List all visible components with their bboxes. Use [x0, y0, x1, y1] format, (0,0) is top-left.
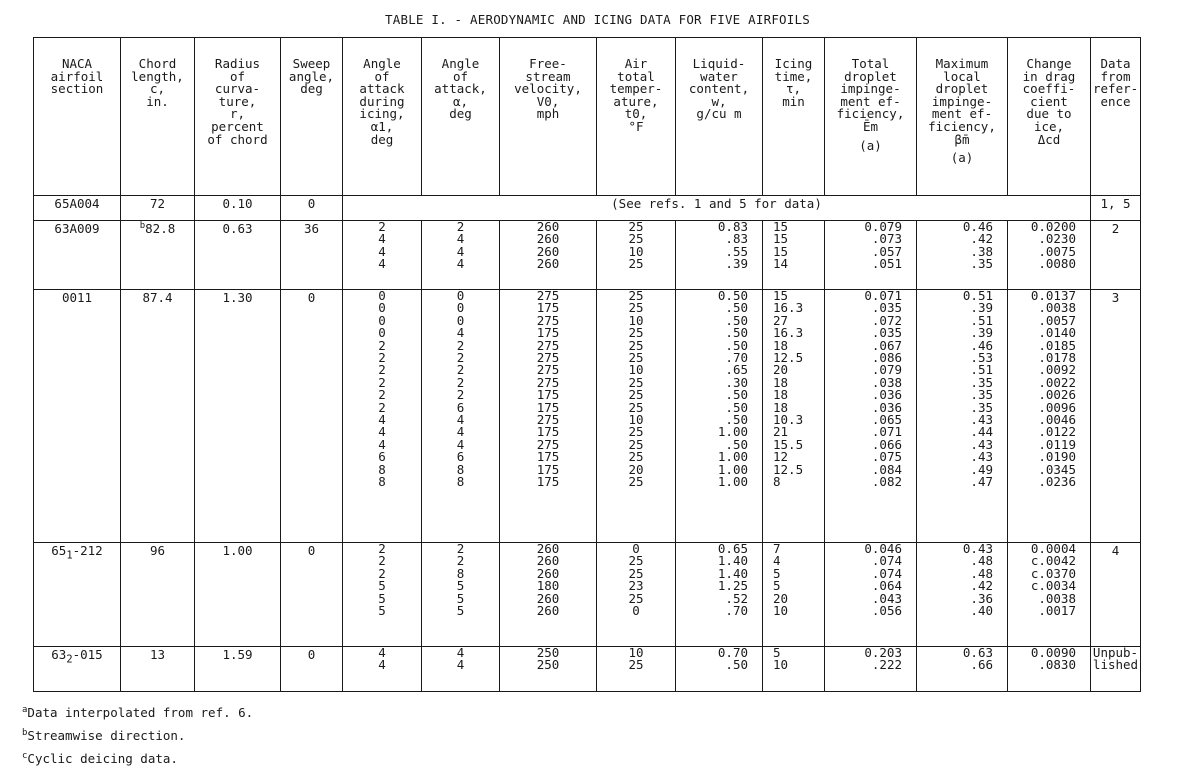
- section-sub: 1: [66, 549, 73, 562]
- footnotes: [22, 700, 253, 769]
- cell-chord: 96: [121, 543, 195, 647]
- cell-ref: 4: [1091, 543, 1141, 647]
- cell-drag: 0.0004 c.0042 c.0370 c.0034 .0038 .0017: [1008, 543, 1091, 647]
- table-row: [34, 543, 1141, 647]
- cell-sweep: 36: [281, 221, 343, 290]
- cell-drag: 0.0200 .0230 .0075 .0080: [1008, 221, 1091, 290]
- cell-max-eff: 0.46 .42 .38 .35: [917, 221, 1008, 290]
- cell-section: [34, 543, 121, 647]
- footnote: [22, 700, 253, 723]
- section-rest: -212: [72, 543, 103, 558]
- cell-drag: 0.0137 .0038 .0057 .0140 .0185 .0178 .0092 .0022 .0026 .0096 .0046 .0122 .0119 .0190 .0345 .0236: [1008, 290, 1091, 543]
- header-label: Total droplet impinge- ment ef- ficiency, Ēm: [836, 56, 905, 134]
- cell-max-eff: 0.51 .39 .51 .39 .46 .53 .51 .35 .35 .35 .43 .44 .43 .43 .49 .47: [917, 290, 1008, 543]
- section-sub: 2: [66, 653, 73, 666]
- header-label: Icing time, τ, min: [774, 56, 813, 109]
- cell-alpha: 4 4: [422, 647, 500, 692]
- header-label: Maximum local droplet impinge- ment ef- ficiency, β̄m: [928, 56, 996, 147]
- cell-temp: 25 25 10 25 25 25 10 25 25 25 10 25 25 25 20 25: [597, 290, 676, 543]
- table-row: [34, 290, 1141, 543]
- header-cell: [597, 38, 676, 196]
- cell-radius: 0.63: [195, 221, 281, 290]
- cell-alpha: 0 0 0 4 2 2 2 2 2 6 4 4 4 6 8 8: [422, 290, 500, 543]
- footnote-text: Cyclic deicing data.: [27, 751, 178, 767]
- cell-lwc: 0.50 .50 .50 .50 .50 .70 .65 .30 .50 .50 .50 1.00 .50 1.00 1.00 1.00: [676, 290, 763, 543]
- cell-velocity: 275 175 275 175 275 275 275 275 175 175 275 175 275 175 175 175: [500, 290, 597, 543]
- cell-max-eff: 0.63 .66: [917, 647, 1008, 692]
- cell-sweep: 0: [281, 543, 343, 647]
- cell-alpha1: 2 4 4 4: [343, 221, 422, 290]
- section-rest: -015: [72, 647, 103, 662]
- cell-time: 15 16.3 27 16.3 18 12.5 20 18 18 18 10.3 21 15.5 12 12.5 8: [763, 290, 825, 543]
- cell-max-eff: 0.43 .48 .48 .42 .36 .40: [917, 543, 1008, 647]
- table-row: [34, 196, 1141, 221]
- cell-velocity: 260 260 260 260: [500, 221, 597, 290]
- cell-chord: 13: [121, 647, 195, 692]
- cell-time: 7 4 5 5 20 10: [763, 543, 825, 647]
- cell-radius: 1.00: [195, 543, 281, 647]
- footnote: [22, 746, 253, 769]
- header-label: Angle of attack, α, deg: [434, 56, 487, 122]
- header-cell: [763, 38, 825, 196]
- cell-chord-value: 82.8: [145, 221, 176, 237]
- header-note: (a): [859, 137, 882, 153]
- cell-section: [34, 647, 121, 692]
- cell-temp: 0 25 25 23 25 0: [597, 543, 676, 647]
- header-cell: [825, 38, 917, 196]
- cell-section: 0011: [34, 290, 121, 543]
- section-base: 65: [51, 543, 67, 558]
- cell-radius: 1.30: [195, 290, 281, 543]
- header-cell: [676, 38, 763, 196]
- cell-sweep: 0: [281, 196, 343, 221]
- header-label: Sweep angle, deg: [288, 56, 335, 97]
- footnote-text: Data interpolated from ref. 6.: [27, 705, 254, 721]
- cell-merged-note: (See refs. 1 and 5 for data): [343, 196, 1091, 221]
- header-cell: [195, 38, 281, 196]
- footnote-mark: a: [22, 705, 28, 715]
- header-label: Radius of curva- ture, r, percent of chord: [207, 56, 268, 147]
- cell-total-eff: 0.203 .222: [825, 647, 917, 692]
- header-label: Data from refer- ence: [1093, 56, 1139, 109]
- cell-alpha: 2 2 8 5 5 5: [422, 543, 500, 647]
- cell-ref: 2: [1091, 221, 1141, 290]
- cell-drag: 0.0090 .0830: [1008, 647, 1091, 692]
- cell-alpha1: 4 4: [343, 647, 422, 692]
- cell-lwc: 0.70 .50: [676, 647, 763, 692]
- cell-temp: 10 25: [597, 647, 676, 692]
- cell-alpha1: 2 2 2 5 5 5: [343, 543, 422, 647]
- table-title: TABLE I. - AERODYNAMIC AND ICING DATA FOR FIVE AIRFOILS: [385, 12, 810, 27]
- cell-total-eff: 0.071 .035 .072 .035 .067 .086 .079 .038 .036 .036 .065 .071 .066 .075 .084 .082: [825, 290, 917, 543]
- cell-alpha1: 0 0 0 0 2 2 2 2 2 2 4 4 4 6 8 8: [343, 290, 422, 543]
- cell-lwc: 0.65 1.40 1.40 1.25 .52 .70: [676, 543, 763, 647]
- header-label: Air total temper- ature, t0, °F: [609, 56, 663, 134]
- cell-time: 5 10: [763, 647, 825, 692]
- table-row: [34, 647, 1141, 692]
- header-cell: [343, 38, 422, 196]
- footnote-mark: c: [22, 751, 28, 762]
- footnote-mark: b: [22, 728, 28, 739]
- header-label: NACA airfoil section: [50, 56, 104, 97]
- cell-section: 65A004: [34, 196, 121, 221]
- cell-ref: 3: [1091, 290, 1141, 543]
- cell-total-eff: 0.046 .074 .074 .064 .043 .056: [825, 543, 917, 647]
- cell-alpha: 2 4 4 4: [422, 221, 500, 290]
- header-cell: [121, 38, 195, 196]
- footnote: [22, 723, 253, 746]
- cell-chord: [121, 221, 195, 290]
- header-label: Liquid- water content, w, g/cu m: [688, 56, 750, 122]
- header-cell: [1091, 38, 1141, 196]
- cell-lwc: 0.83 .83 .55 .39: [676, 221, 763, 290]
- cell-time: 15 15 15 14: [763, 221, 825, 290]
- header-label: Free- stream velocity, V0, mph: [514, 56, 582, 122]
- cell-total-eff: 0.079 .073 .057 .051: [825, 221, 917, 290]
- cell-ref: Unpub- lished: [1091, 647, 1141, 692]
- cell-temp: 25 25 10 25: [597, 221, 676, 290]
- cell-section: 63A009: [34, 221, 121, 290]
- header-cell: [422, 38, 500, 196]
- cell-radius: 0.10: [195, 196, 281, 221]
- cell-chord: 72: [121, 196, 195, 221]
- header-cell: [34, 38, 121, 196]
- cell-velocity: 260 260 260 180 260 260: [500, 543, 597, 647]
- header-label: Angle of attack during icing, α1, deg: [359, 56, 405, 147]
- cell-sweep: 0: [281, 647, 343, 692]
- header-cell: [917, 38, 1008, 196]
- cell-chord: 87.4: [121, 290, 195, 543]
- table-row: [34, 221, 1141, 290]
- header-cell: [500, 38, 597, 196]
- header-label: Chord length, c, in.: [131, 56, 184, 109]
- header-note: (a): [950, 150, 974, 166]
- header-cell: [1008, 38, 1091, 196]
- cell-radius: 1.59: [195, 647, 281, 692]
- header-cell: [281, 38, 343, 196]
- section-base: 63: [51, 647, 67, 662]
- cell-sweep: 0: [281, 290, 343, 543]
- footnote-text: Streamwise direction.: [27, 728, 186, 744]
- footnote-mark: b: [139, 221, 146, 231]
- cell-velocity: 250 250: [500, 647, 597, 692]
- data-table: [33, 37, 1141, 692]
- header-label: Change in drag coeffi- cient due to ice, Δcd: [1022, 56, 1076, 147]
- header-row: [34, 38, 1141, 196]
- cell-ref: 1, 5: [1091, 196, 1141, 221]
